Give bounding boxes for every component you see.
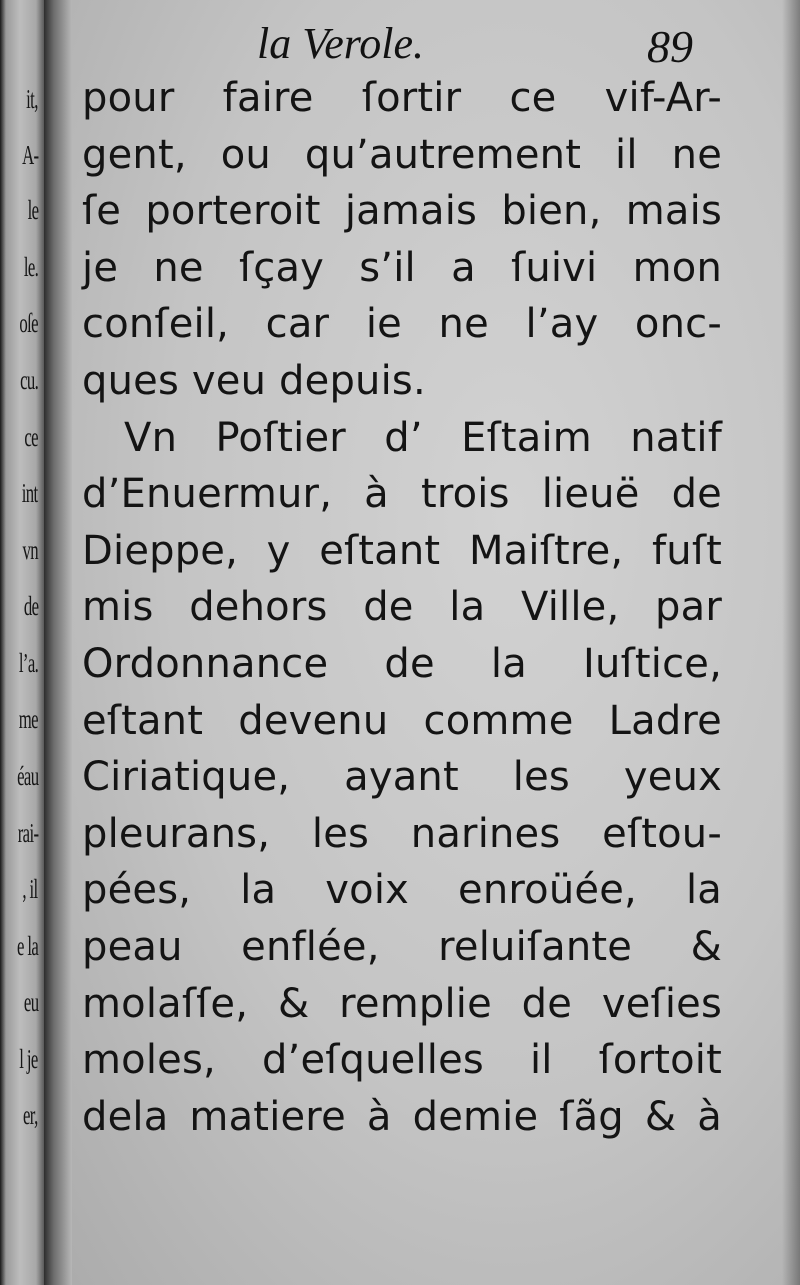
adjacent-left-page	[0, 0, 44, 1285]
text-line: peau enflée, reluiſante &	[82, 923, 722, 970]
text-line: je ne ſçay s’il a ſuivi mon	[82, 244, 722, 291]
text-line: pour faire ſortir ce vif-Ar-	[82, 75, 722, 121]
text-line: Dieppe, y eſtant Maiſtre, fuſt	[82, 527, 722, 574]
left-page-fragment: vn	[22, 535, 38, 565]
text-line: d’Enuermur, à trois lieuë de	[82, 471, 722, 518]
right-page	[72, 0, 800, 1285]
left-page-fragment: it,	[26, 84, 38, 114]
text-line: pleurans, les narines eſtou-	[82, 810, 722, 857]
text-line: gent, ou qu’autrement il ne	[82, 131, 722, 178]
text-line: moles, d’eſquelles il ſortoit	[82, 1037, 722, 1084]
left-page-fragment: oſe	[19, 308, 38, 338]
text-line: ſe porteroit jamais bien, mais	[82, 188, 722, 235]
left-page-fragment: l je	[19, 1044, 38, 1074]
text-line: Ordonnance de la Iuſtice,	[82, 640, 722, 687]
left-page-fragment: , il	[22, 874, 38, 904]
book-gutter	[44, 0, 72, 1285]
left-page-fragment: de	[23, 591, 38, 621]
running-head: la Verole.	[257, 19, 424, 68]
left-page-fragment: ce	[24, 422, 38, 452]
page-edge-shadow	[782, 0, 800, 1285]
left-page-fragment: le.	[23, 252, 38, 282]
left-page-fragment: éau	[16, 761, 38, 791]
left-page-fragment: A-	[21, 140, 38, 170]
left-page-fragment: cu.	[19, 365, 38, 395]
left-page-fragment: me	[18, 704, 38, 734]
left-page-fragment: e la	[16, 931, 38, 961]
left-page-fragment: le	[27, 195, 38, 225]
text-line: mis dehors de la Ville, par	[82, 584, 722, 631]
left-page-fragment: int	[22, 478, 38, 508]
text-line: conſeil, car ie ne l’ay onc-	[82, 301, 722, 348]
left-page-fragment: rai-	[17, 818, 38, 848]
text-line: Ciriatique, ayant les yeux	[82, 754, 722, 801]
left-page-fragment: er,	[23, 1100, 38, 1130]
text-line: pées, la voix enroüée, la	[82, 867, 722, 914]
text-line: ques veu depuis.	[82, 357, 426, 404]
left-page-fragment: l’a.	[18, 648, 38, 678]
text-line: eſtant devenu comme Ladre	[82, 697, 722, 744]
left-page-fragment: eu	[23, 987, 38, 1017]
text-line: molaſſe, & remplie de veſies	[82, 980, 722, 1027]
paragraph-first-line: Vn Poſtier d’ Eſtaim natif	[124, 414, 722, 461]
page-number: 89	[647, 21, 693, 72]
text-line: dela matiere à demie ſãg & à	[82, 1093, 722, 1140]
body-text	[82, 70, 722, 1145]
